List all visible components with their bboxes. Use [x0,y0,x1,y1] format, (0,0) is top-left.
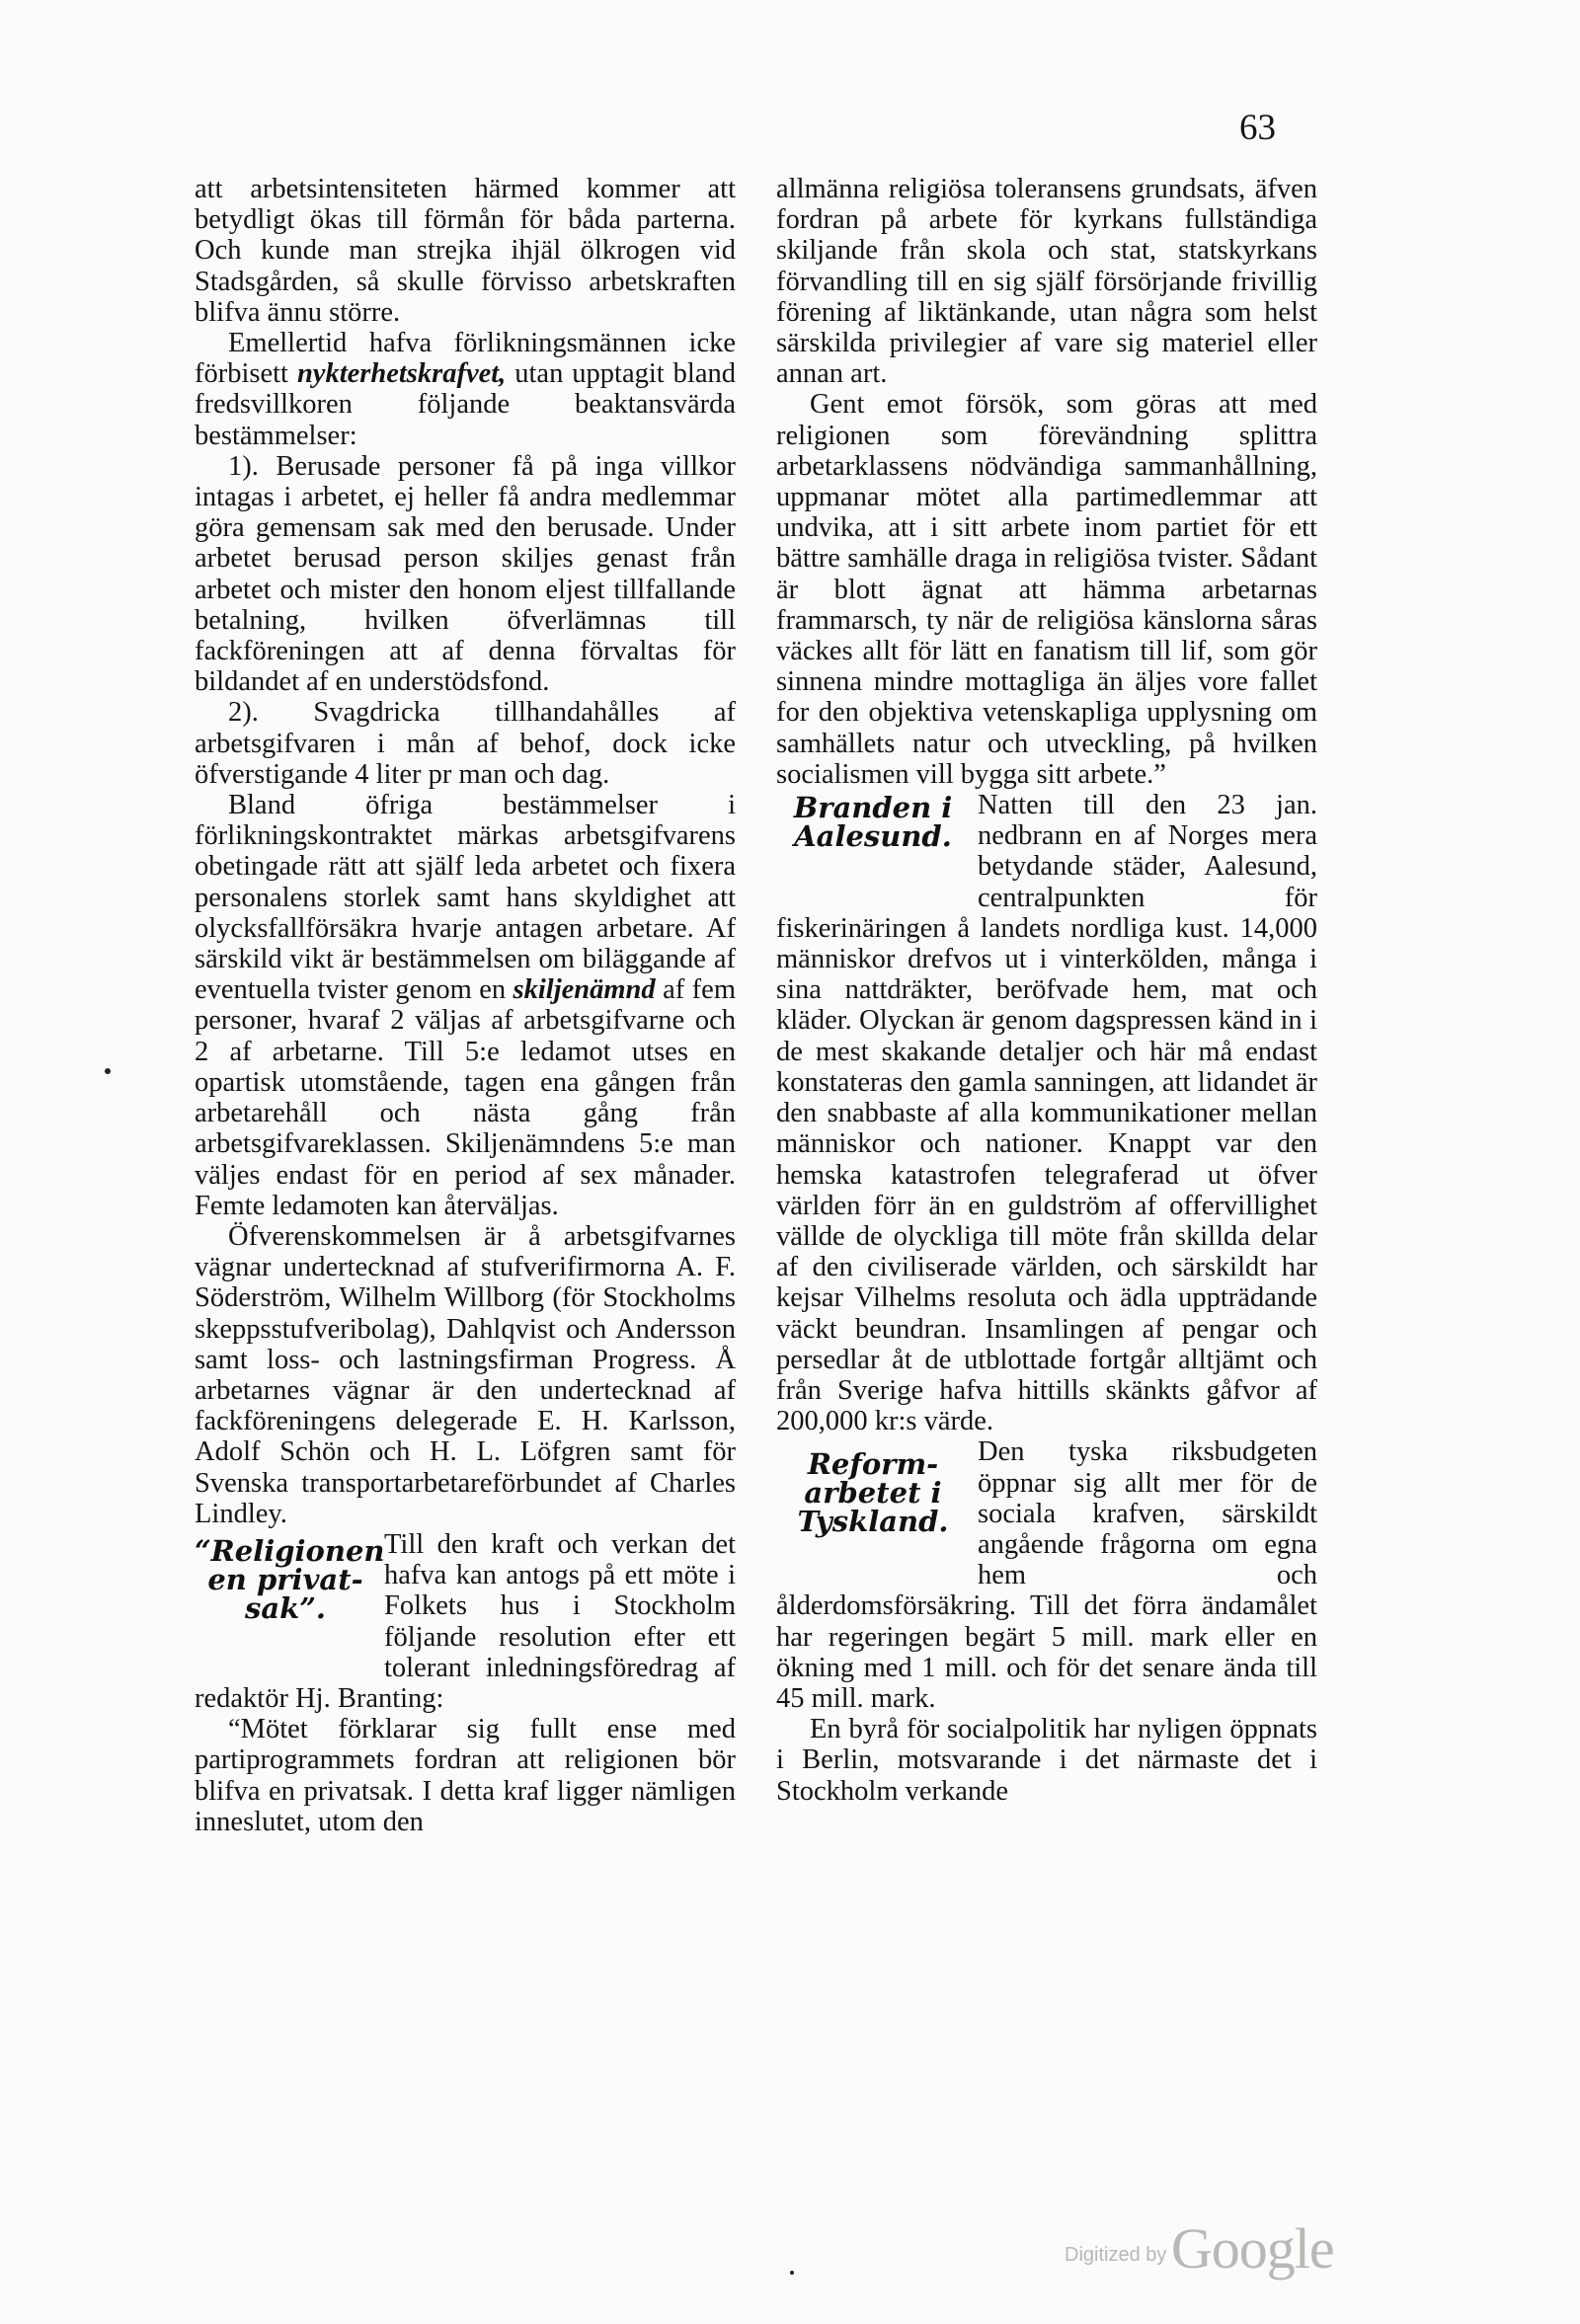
paragraph: 1). Berusade personer få på inga villkor intagas i arbetet, ej heller få andra medlemmar göra gemensam sak med den berusade. Under arbetet berusad person skiljes genast från arbetet och mister den honom eljest tillfallande betalning, hvilken öfverlämnas till fackföreningen att af denna förvaltas för bildandet af en understödsfond. [195,450,736,698]
page-number: 63 [1239,108,1276,148]
paragraph: Gent emot försök, som göras att med religionen som förevändning splittra arbetarklassens nödvändiga sammanhållning, uppmanar mötet alla partimedlemmar att undvika, att i sitt arbete inom partiet för ett bättre samhälle draga in religiösa tvister. Sådant är blott ägnat att hämma arbetarnas frammarsch, ty när de religiösa känslorna såras väckes allt för lätt en fanatism till lif, som gör sinnena mindre mottagliga än äljes vore fallet for den objektiva vetenskapliga upplysning om samhällets natur och utveckling, på hvilken socialismen vill bygga sitt arbete.” [776,389,1317,790]
paragraph: Natten till den 23 jan. nedbrann en af Norges mera betydande städer, Aalesund, centralpunkten för fiskerinäringen å landets nordliga kust. 14,000 människor drefvos ut i vinterkölden, många i sina nattdräkter, beröfvade hem, mat och kläder. Olyckan är genom dagspressen känd in i de mest skakande detaljer och här må endast konstateras den gamla sanningen, att lidandet är den snabbaste af alla kommunikationer mellan människor och nationer. Knappt var den hemska katastrofen telegraferad ut öfver världen förr än en guldström af offervillighet vällde de olyckliga till möte från skillda delar af den civiliserade världen, och särskildt har kejsar Vilhelms resoluta och ädla uppträdande väckt beundran. Insamlingen af pengar och persedlar åt de utblottade fortgår alltjämt och från Sverige hafva hittills skänkts gåfvor af 200,000 kr:s värde. [776,790,1317,1437]
emphasis: skiljenämnd [513,974,656,1006]
google-logo: Google [1170,2216,1334,2281]
sidenote-line: sak”. [245,1590,326,1625]
ink-speck [105,1068,111,1074]
left-column [195,174,736,1837]
sidenote-line: en privat- [207,1562,363,1596]
emphasis: nykterhetskrafvet, [296,358,507,390]
paragraph: Den tyska riksbudgeten öppnar sig allt mer för de sociala krafven, särskildt angående frågorna om egna hem och ålderdomsförsäkring. Till det förra ändamålet har regeringen begärt 5 mill. mark eller en ökning med 1 mill. och för det senare ända till 45 mill. mark. [776,1436,1317,1714]
digitized-by-google-stamp [1065,2215,1334,2282]
sidenote-line: Tyskland. [797,1505,949,1539]
paragraph: att arbetsintensiteten härmed kommer att betydligt ökas till förmån för båda parterna. Och kunde man strejka ihjäl ölkrogen vid Stadsgården, så skulle förvisso arbetskraften blifva ännu större. [195,174,736,328]
sidenote-line: Reform- [807,1447,939,1482]
digitized-by-label: Digitized by [1065,2244,1167,2266]
text-run: utan upptagit bland fredsvillkoren följande beaktansvärda bestämmelser: [195,358,736,451]
paragraph: En byrå för socialpolitik har nyligen öppnats i Berlin, motsvarande i det närmaste det i Stockholm verkande [776,1714,1317,1807]
text-run: Emellertid hafva förlikningsmännen icke förbisett [195,328,736,390]
sidenote-line: “Religionen [195,1533,385,1568]
sidenote-branden [776,791,970,881]
sidenote-religionen [195,1533,385,1664]
sidenote-line: Branden i [793,791,953,825]
ink-speck [790,2271,794,2275]
paragraph [195,328,736,451]
text-run: af fem personer, hvaraf 2 väljas af arbetsgifvarne och 2 af arbetarne. Till 5:e ledamot utses en opartisk utomstående, tagen ena gången från arbetarehåll och nästa gång från arbetsgifvareklassen. Skiljenämndens 5:e man väljes endast för en period af sex månader. Femte ledamoten kan återväljas. [195,974,736,1221]
paragraph: “Mötet förklarar sig fullt ense med partiprogrammets fordran att religionen bör blifva en privatsak. I detta kraf ligger nämligen inneslutet, utom den [195,1714,736,1837]
paragraph: Öfverenskommelsen är å arbetsgifvarnes vägnar undertecknad af stufverifirmorna A. F. Söderström, Wilhelm Willborg (för Stockholms skeppsstufveribolag), Dahlqvist och Andersson samt loss- och lastningsfirman Progress. Å arbetarnes vägnar är den undertecknad af fackföreningens delegerade E. H. Karlsson, Adolf Schön och H. L. Löfgren samt för Svenska transportarbetareförbundet af Charles Lindley. [195,1220,736,1529]
paragraph: Till den kraft och verkan det hafva kan antogs på ett möte i Folkets hus i Stockholm följande resolution efter ett tolerant inledningsföredrag af redaktör Hj. Branting: [195,1528,736,1714]
paragraph: allmänna religiösa toleransens grundsats, äfven fordran på arbete för kyrkans fullständiga skiljande från skola och stat, statskyrkans förvandling till en sig själf försörjande frivillig förening af liktänkande, utan några som helst särskilda privilegier af vare sig materiel eller annan art. [776,174,1317,390]
paragraph: 2). Svagdricka tillhandahålles af arbetsgifvaren i mån af behof, dock icke öfverstigande 4 liter pr man och dag. [195,697,736,790]
paragraph [195,790,736,1221]
sidenote-line: Aalesund. [794,819,952,854]
sidenote-line: arbetet i [804,1476,942,1511]
text-run: Bland öfriga bestämmelser i förlikningskontraktet märkas arbetsgifvarens obetingade rätt att själf leda arbetet och fixera personalens storlek samt hans skyldighet att olycksfallförsäkra hvarje antagen arbetare. Af särskild vikt är bestämmelsen om biläggande af eventuella tvister genom en [195,790,736,1006]
sidenote-reform [776,1447,970,1567]
right-column [776,174,1317,1807]
